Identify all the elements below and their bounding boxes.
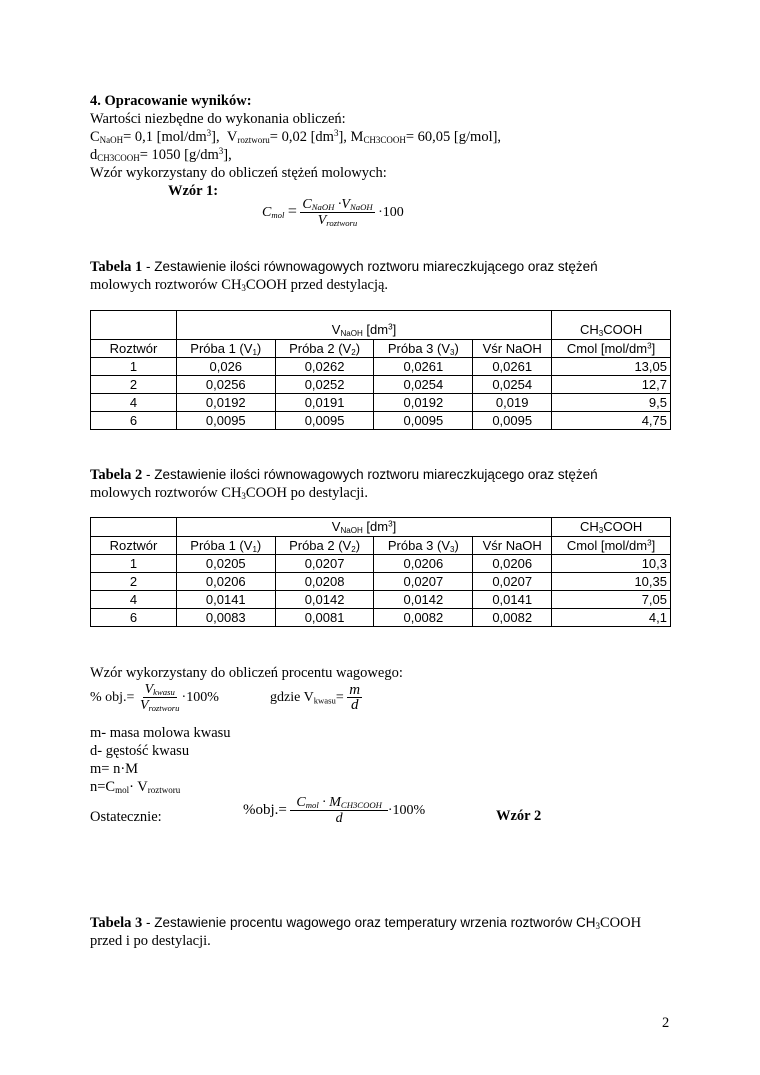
table-cell: 1 [91, 555, 177, 573]
table-cell: 0,0254 [473, 376, 552, 394]
table2-col-p2: Próba 2 $(V_2)$ [275, 537, 374, 555]
table-cell: 4 [91, 394, 177, 412]
table2-caption-line-1: Tabela 2 - Zestawienie ilości równowagowych roztworu miareczkującego oraz stężeń [90, 467, 598, 483]
table-cell: 4,75 [552, 412, 671, 430]
d-end: ], [223, 147, 232, 163]
table-row [91, 358, 671, 376]
table2-col-roztwor: Roztwór [91, 537, 177, 555]
table-cell: 0,0192 [374, 394, 473, 412]
constants-line-2: $d_{CH3COOH}= 1050$ $[g/dm^3]$, [90, 146, 232, 164]
constants-line-1: $C_{NaOH}= 0,1$ $[mol/dm^3]$, $V_{roztworu}= 0,02$ $[dm^3]$, $M_{CH3COOH}= 60,05$ [g/mol], [90, 128, 502, 146]
table3-caption-line-2: przed i po destylacji. [90, 933, 211, 949]
intro-line: Wartości niezbędne do wykonania obliczeń: [90, 111, 346, 127]
table-cell: 13,05 [552, 358, 671, 376]
table-cell: 0,0206 [374, 555, 473, 573]
table1-col-p2: Próba 2 $(V_2)$ [275, 340, 374, 358]
page-number: 2 [662, 1015, 670, 1031]
table2-col-p3: Próba 3 $(V_3)$ [374, 537, 473, 555]
table-row [91, 609, 671, 627]
table2-group-ch3cooh: $CH_3COOH$ [552, 518, 671, 537]
table-cell: 0,0261 [374, 358, 473, 376]
c-naoh-end: ], [211, 129, 220, 145]
table-cell: 0,0142 [374, 591, 473, 609]
table-cell: 0,0082 [374, 609, 473, 627]
table-cell: 0,0083 [176, 609, 275, 627]
table-row [91, 376, 671, 394]
table-cell: 0,026 [176, 358, 275, 376]
formula2-lhs: %obj.= [243, 802, 287, 819]
table1-col-cmol: Cmol $[mol/dm^3]$ [552, 340, 671, 358]
table-cell: 0,0095 [473, 412, 552, 430]
table-cell: 12,7 [552, 376, 671, 394]
table-cell: 0,0207 [275, 555, 374, 573]
formula-pct-where: gdzie $V_{kwasu}=$ $\frac{m}{d}$ [270, 682, 361, 713]
c-naoh-sub: NaOH [99, 135, 124, 146]
formula-pct [90, 683, 219, 713]
formula2 [243, 796, 425, 826]
m-value: = 60,05 [g/mol], [405, 129, 502, 145]
formula2-prefix: Ostatecznie: [90, 809, 162, 825]
table-cell: 1 [91, 358, 177, 376]
table-row [91, 573, 671, 591]
formula1-label: Wzór 1: [168, 183, 219, 199]
table-cell: 6 [91, 609, 177, 627]
formula2-fraction: $\frac{C_{mol} \cdot M_{CH3COOH}}{d}$ [290, 796, 388, 826]
table1-col-roztwor: Roztwór [91, 340, 177, 358]
table-cell: 0,0261 [473, 358, 552, 376]
definition-mn: m= n·M [90, 761, 139, 777]
definition-m: m- masa molowa kwasu [90, 725, 231, 741]
table-cell: 0,0254 [374, 376, 473, 394]
table-cell: 9,5 [552, 394, 671, 412]
table2-col-vsr: Vśr NaOH [473, 537, 552, 555]
table2-col-cmol: Cmol $[mol/dm^3]$ [552, 537, 671, 555]
table1-caption-line-2: molowych roztworów $CH_3COOH$ przed destylacją. [90, 277, 389, 294]
table-cell: 0,0141 [176, 591, 275, 609]
table-cell: 0,0095 [275, 412, 374, 430]
table-cell: 7,05 [552, 591, 671, 609]
m-sub: CH3COOH [363, 135, 406, 146]
table-2 [90, 517, 671, 627]
table2-col-p1: Próba 1 $(V_1)$ [176, 537, 275, 555]
table-cell: 0,0256 [176, 376, 275, 394]
table-cell: 2 [91, 573, 177, 591]
table-cell: 0,0082 [473, 609, 552, 627]
formula1-factor: 100 [382, 205, 404, 221]
formula1: $C_{mol}$ = $\frac{C_{NaOH} \cdot V_{NaOH}}{V_{roztworu}}$ ·100 [262, 197, 404, 229]
formula2-factor: ·100% [387, 803, 426, 819]
d-value: = 1050 [g/dm [139, 147, 219, 163]
table1-col-p3: Próba 3 $(V_3)$ [374, 340, 473, 358]
table-cell: 4,1 [552, 609, 671, 627]
table-1 [90, 310, 671, 430]
table-cell: 6 [91, 412, 177, 430]
definition-d: d- gęstość kwasu [90, 743, 190, 759]
table2-caption-line-2: molowych roztworów $CH_3COOH$ po destylacji. [90, 485, 368, 502]
section-title: 4. Opracowanie wyników: [90, 93, 252, 109]
formula-pct-md-fraction: $\frac{m}{d}$ [349, 682, 361, 713]
table-row [91, 591, 671, 609]
formula-pct-factor: ·100% [181, 690, 219, 706]
v-roztworu-value: = 0,02 [dm [269, 129, 334, 145]
c-naoh-value: = 0,1 [mol/dm [123, 129, 207, 145]
formula2-label: Wzór 2 [496, 808, 542, 824]
formula1-caption: Wzór wykorzystany do obliczeń stężeń molowych: [90, 165, 387, 181]
table-cell: 0,0095 [374, 412, 473, 430]
table-cell: 0,0207 [473, 573, 552, 591]
table1-col-vsr: Vśr NaOH [473, 340, 552, 358]
table-cell: 0,0208 [275, 573, 374, 591]
table3-caption-line-1: Tabela 3 - Zestawienie procentu wagowego oraz temperatury wrzenia roztworów $CH_3COOH$ [90, 915, 642, 932]
formula-pct-lhs: % obj.= [90, 690, 135, 706]
formula-pct-fraction: $\frac{V_{kwasu}}{V_{roztworu}}$ [139, 682, 180, 714]
table1-corner [91, 311, 177, 340]
table-cell: 0,0252 [275, 376, 374, 394]
table1-caption-line-1: Tabela 1 - Zestawienie ilości równowagowych roztworu miareczkującego oraz stężeń [90, 259, 598, 275]
table2-corner [91, 518, 177, 537]
formula1-lhs: $C_{mol}$ [262, 205, 285, 221]
table-cell: 0,0205 [176, 555, 275, 573]
table-cell: 0,0081 [275, 609, 374, 627]
formula1-fraction: $\frac{C_{NaOH} \cdot V_{NaOH}}{V_{roztworu}}$ [302, 197, 373, 229]
table-cell: 0,0206 [473, 555, 552, 573]
table1-col-p1: Próba 1 $(V_1)$ [176, 340, 275, 358]
formula-pct-caption: Wzór wykorzystany do obliczeń procentu wagowego: [90, 665, 403, 681]
table-cell: 10,3 [552, 555, 671, 573]
table-cell: 2 [91, 376, 177, 394]
table-cell: 0,0207 [374, 573, 473, 591]
v-roztworu-end: ], [338, 129, 347, 145]
table-cell: 0,0095 [176, 412, 275, 430]
table-cell: 0,0262 [275, 358, 374, 376]
table-cell: 0,0192 [176, 394, 275, 412]
table-cell: 0,0191 [275, 394, 374, 412]
d-sub: CH3COOH [97, 153, 140, 164]
table-cell: 0,019 [473, 394, 552, 412]
table2-group-vnaoh: $V_{NaOH}$ $[dm^3]$ [176, 518, 551, 537]
table1-group-vnaoh: $V_{NaOH}$ $[dm^3]$ [176, 311, 551, 340]
table-cell: 0,0142 [275, 591, 374, 609]
table-row [91, 412, 671, 430]
table-row [91, 555, 671, 573]
definition-n: $n=C_{mol}\cdot V_{roztworu}$ [90, 779, 181, 796]
table-cell: 0,0141 [473, 591, 552, 609]
table1-group-ch3cooh: $CH_3COOH$ [552, 311, 671, 340]
table-cell: 10,35 [552, 573, 671, 591]
table-cell: 0,0206 [176, 573, 275, 591]
v-roztworu-sub: roztworu [237, 135, 270, 146]
table-row [91, 394, 671, 412]
table-cell: 4 [91, 591, 177, 609]
